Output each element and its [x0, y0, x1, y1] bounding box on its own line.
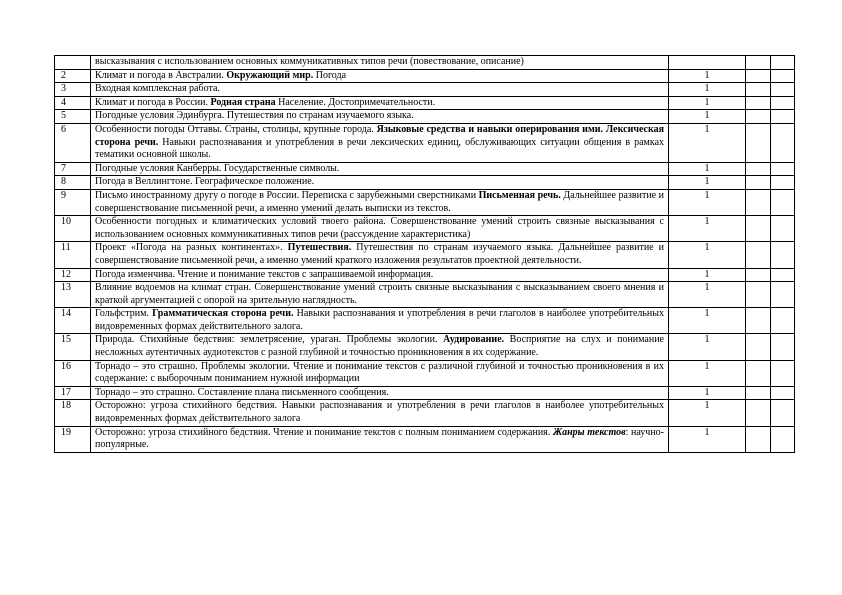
lesson-topic [91, 123, 669, 162]
lesson-number: 3 [55, 83, 91, 97]
topic-text: Восприятие на слух и понимание несложных аутентичных аудиотекстов с разной глубиной и точностью проникновения в их содержание. [95, 334, 664, 359]
topic-text: Навыки распознавания и употребления в речи лексических единиц, обслуживающих ситуации общения в рамках тематики основной школы. [95, 136, 665, 161]
topic-text: Погода в Веллингтоне. Географическое положение. [95, 176, 315, 188]
date-actual-cell [771, 56, 795, 70]
topic-text: Природа. Стихийные бедствия: землетрясение, ураган. Проблемы экологии. [95, 334, 444, 346]
date-planned-cell [746, 400, 771, 426]
lesson-topic [91, 334, 669, 360]
lesson-number: 9 [55, 189, 91, 215]
topic-text: Торнадо – это страшно. Составление плана письменного сообщения. [95, 386, 389, 398]
date-actual-cell [771, 123, 795, 162]
hours-count: 1 [669, 110, 746, 124]
lesson-topic [91, 162, 669, 176]
hours-count: 1 [669, 334, 746, 360]
hours-count: 1 [669, 268, 746, 282]
table-row [55, 426, 795, 452]
hours-count: 1 [669, 282, 746, 308]
lesson-number: 11 [55, 242, 91, 268]
lesson-topic [91, 110, 669, 124]
date-planned-cell [746, 386, 771, 400]
date-actual-cell [771, 189, 795, 215]
date-actual-cell [771, 308, 795, 334]
lesson-topic [91, 282, 669, 308]
lesson-topic [91, 242, 669, 268]
topic-text: Осторожно: угроза стихийного бедствия. Навыки распознавания и употребления в речи глаголов в наиболее употребительных видовременных формах действительного залога [95, 400, 664, 425]
hours-count [669, 56, 746, 70]
lesson-number: 13 [55, 282, 91, 308]
topic-text: Население. Достопримечательности. [275, 96, 436, 108]
table-row [55, 162, 795, 176]
table-row [55, 56, 795, 70]
hours-count: 1 [669, 400, 746, 426]
hours-count: 1 [669, 176, 746, 190]
topic-text: : научно-популярные. [95, 426, 664, 451]
lesson-number: 2 [55, 69, 91, 83]
lesson-number: 16 [55, 360, 91, 386]
date-actual-cell [771, 386, 795, 400]
hours-count: 1 [669, 308, 746, 334]
lesson-number: 12 [55, 268, 91, 282]
date-planned-cell [746, 360, 771, 386]
date-actual-cell [771, 426, 795, 452]
lesson-number [55, 56, 91, 70]
date-actual-cell [771, 83, 795, 97]
lesson-number: 18 [55, 400, 91, 426]
table-row [55, 360, 795, 386]
topic-heading: Языковые средства и навыки оперирования ими. Лексическая сторона речи. [95, 123, 664, 148]
topic-text: Климат и погода в Австралии. [95, 69, 227, 81]
topic-text: Погодные условия Эдинбурга. Путешествия по странам изучаемого языка. [95, 110, 414, 122]
lesson-topic [91, 96, 669, 110]
table-row [55, 123, 795, 162]
table-row [55, 268, 795, 282]
lesson-number: 15 [55, 334, 91, 360]
date-planned-cell [746, 308, 771, 334]
date-actual-cell [771, 360, 795, 386]
topic-text: высказывания с использованием основных коммуникативных типов речи (повествование, описание) [95, 56, 524, 67]
date-planned-cell [746, 216, 771, 242]
date-actual-cell [771, 242, 795, 268]
topic-text: Проект «Погода на разных континентах». [95, 242, 288, 254]
date-planned-cell [746, 96, 771, 110]
hours-count: 1 [669, 162, 746, 176]
topic-text: Навыки распознавания и употребления в речи глаголов в наиболее употребительных видовременных формах действительного залога. [95, 308, 664, 332]
table-row [55, 282, 795, 308]
date-actual-cell [771, 96, 795, 110]
table-row [55, 189, 795, 215]
date-actual-cell [771, 216, 795, 242]
date-actual-cell [771, 268, 795, 282]
topic-heading: Жанры текстов [552, 426, 626, 438]
lesson-topic [91, 56, 669, 70]
lesson-topic [91, 216, 669, 242]
table-row [55, 69, 795, 83]
lesson-number: 5 [55, 110, 91, 124]
date-actual-cell [771, 400, 795, 426]
hours-count: 1 [669, 242, 746, 268]
topic-heading: Окружающий мир. [226, 69, 314, 81]
lesson-topic [91, 189, 669, 215]
topic-heading: Аудирование. [443, 334, 505, 346]
lesson-number: 6 [55, 123, 91, 162]
topic-text: Влияние водоемов на климат стран. Совершенствование умений строить связные высказывания с высказыванием своего мнения и краткой аргументацией с опорой на зрительную наглядность. [95, 282, 664, 306]
table-row [55, 216, 795, 242]
topic-text: Письмо иностранному другу о погоде в России. Переписка с зарубежными сверстниками [95, 189, 479, 201]
date-planned-cell [746, 110, 771, 124]
topic-text: Осторожно: угроза стихийного бедствия. Чтение и понимание текстов с полным пониманием содержания. [95, 426, 553, 438]
topic-text: Погодные условия Канберры. Государственные символы. [95, 162, 340, 174]
date-actual-cell [771, 282, 795, 308]
date-planned-cell [746, 242, 771, 268]
date-planned-cell [746, 83, 771, 97]
hours-count: 1 [669, 189, 746, 215]
date-planned-cell [746, 282, 771, 308]
topic-text: Входная комплексная работа. [95, 83, 220, 95]
date-planned-cell [746, 268, 771, 282]
date-planned-cell [746, 123, 771, 162]
lesson-number: 7 [55, 162, 91, 176]
topic-heading: Родная страна [210, 96, 276, 108]
lesson-topic [91, 426, 669, 452]
topic-text: Торнадо – это страшно. Проблемы экологии. Чтение и понимание текстов с различной глубиной и точностью проникновения в их содержание: с выборочным пониманием нужной информации [95, 360, 664, 385]
table-row [55, 83, 795, 97]
hours-count: 1 [669, 426, 746, 452]
topic-text: Погода [313, 69, 347, 81]
topic-heading: Письменная речь. [478, 189, 561, 201]
lesson-topic [91, 69, 669, 83]
lesson-topic [91, 400, 669, 426]
lesson-topic [91, 83, 669, 97]
table-row [55, 176, 795, 190]
topic-text: Климат и погода в России. [95, 96, 211, 108]
lesson-number: 17 [55, 386, 91, 400]
lesson-topic [91, 176, 669, 190]
hours-count: 1 [669, 83, 746, 97]
lesson-plan-body [55, 56, 795, 453]
table-row [55, 400, 795, 426]
date-planned-cell [746, 56, 771, 70]
lesson-number: 14 [55, 308, 91, 334]
date-actual-cell [771, 110, 795, 124]
date-planned-cell [746, 176, 771, 190]
lesson-topic [91, 268, 669, 282]
hours-count: 1 [669, 69, 746, 83]
topic-text: Дальнейшее развитие и совершенствование письменной речи, а именно умений делать выписки из текстов. [95, 189, 664, 214]
lesson-topic [91, 386, 669, 400]
topic-text: Особенности погоды Оттавы. Страны, столицы, крупные города. [95, 123, 377, 135]
topic-heading: Путешествия. [287, 242, 352, 254]
date-actual-cell [771, 162, 795, 176]
table-row [55, 110, 795, 124]
lesson-topic [91, 308, 669, 334]
date-planned-cell [746, 334, 771, 360]
date-planned-cell [746, 426, 771, 452]
table-row [55, 242, 795, 268]
lesson-number: 8 [55, 176, 91, 190]
topic-text: Особенности погодных и климатических условий твоего района. Совершенствование умений строить связные высказывания с использованием основных коммуникативных типов речи (рассуждение характеристика) [95, 216, 664, 240]
topic-text: Погода изменчива. Чтение и понимание текстов с запрашиваемой информация. [95, 268, 434, 280]
hours-count: 1 [669, 96, 746, 110]
lesson-number: 19 [55, 426, 91, 452]
table-row [55, 386, 795, 400]
date-actual-cell [771, 334, 795, 360]
hours-count: 1 [669, 360, 746, 386]
table-row [55, 334, 795, 360]
date-actual-cell [771, 176, 795, 190]
hours-count: 1 [669, 123, 746, 162]
topic-text: Гольфстрим. [95, 308, 153, 320]
date-planned-cell [746, 162, 771, 176]
topic-text: Путешествия по странам изучаемого языка. Дальнейшее развитие и совершенствование письменной речи, а именно умений краткого изложения результатов проектной деятельности. [95, 242, 665, 266]
date-planned-cell [746, 69, 771, 83]
lesson-number: 10 [55, 216, 91, 242]
topic-heading: Грамматическая сторона речи. [152, 308, 294, 320]
date-actual-cell [771, 69, 795, 83]
date-planned-cell [746, 189, 771, 215]
hours-count: 1 [669, 386, 746, 400]
hours-count: 1 [669, 216, 746, 242]
table-row [55, 308, 795, 334]
lesson-number: 4 [55, 96, 91, 110]
lesson-plan-table [54, 55, 795, 453]
table-row [55, 96, 795, 110]
lesson-topic [91, 360, 669, 386]
